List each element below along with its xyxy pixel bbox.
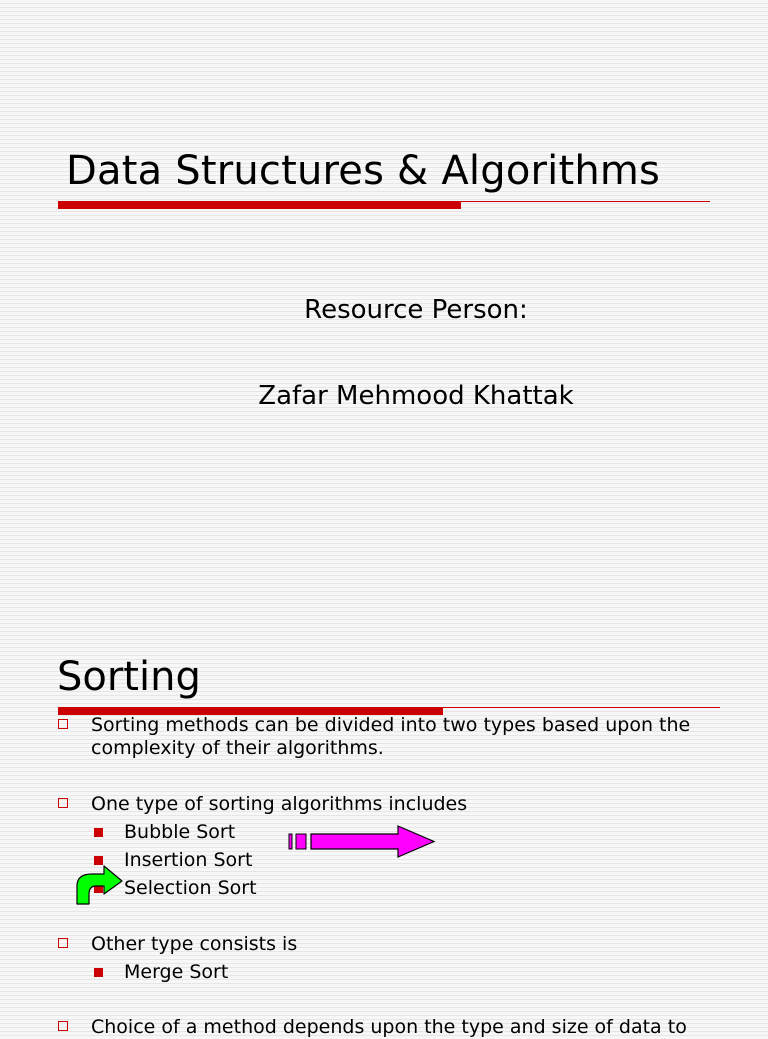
hollow-square-bullet-icon [58, 938, 68, 948]
hollow-square-bullet-icon [58, 1021, 68, 1031]
slide-title: Data Structures & Algorithms [66, 148, 661, 194]
title-underline-thick [58, 201, 461, 209]
sub-bullet-item: Insertion Sort [92, 849, 692, 872]
title-underline-thin [461, 201, 710, 202]
curved-arrow-up-icon [74, 864, 126, 906]
block-arrow-right-icon [286, 824, 438, 860]
bullet-item: Sorting methods can be divided into two types based upon the complexity of their algorithms. [58, 714, 748, 760]
sorting-slide [0, 640, 768, 1038]
bullet-item: Other type consists is [58, 933, 748, 956]
filled-square-bullet-icon [94, 828, 103, 837]
sub-bullet-item: Selection Sort [92, 877, 692, 900]
hollow-square-bullet-icon [58, 719, 68, 729]
bullet-item: One type of sorting algorithms includes [58, 793, 748, 816]
sub-bullet-item: Bubble Sort [92, 821, 692, 844]
title-underline-thin [443, 707, 720, 708]
slide-title: Sorting [57, 654, 201, 700]
bullet-item: Choice of a method depends upon the type and size of data to [58, 1016, 748, 1039]
sub-bullet-item: Merge Sort [92, 961, 692, 984]
presenter-name: Zafar Mehmood Khattak [258, 381, 574, 411]
hollow-square-bullet-icon [58, 798, 68, 808]
resource-person-label: Resource Person: [304, 295, 528, 325]
filled-square-bullet-icon [94, 968, 103, 977]
